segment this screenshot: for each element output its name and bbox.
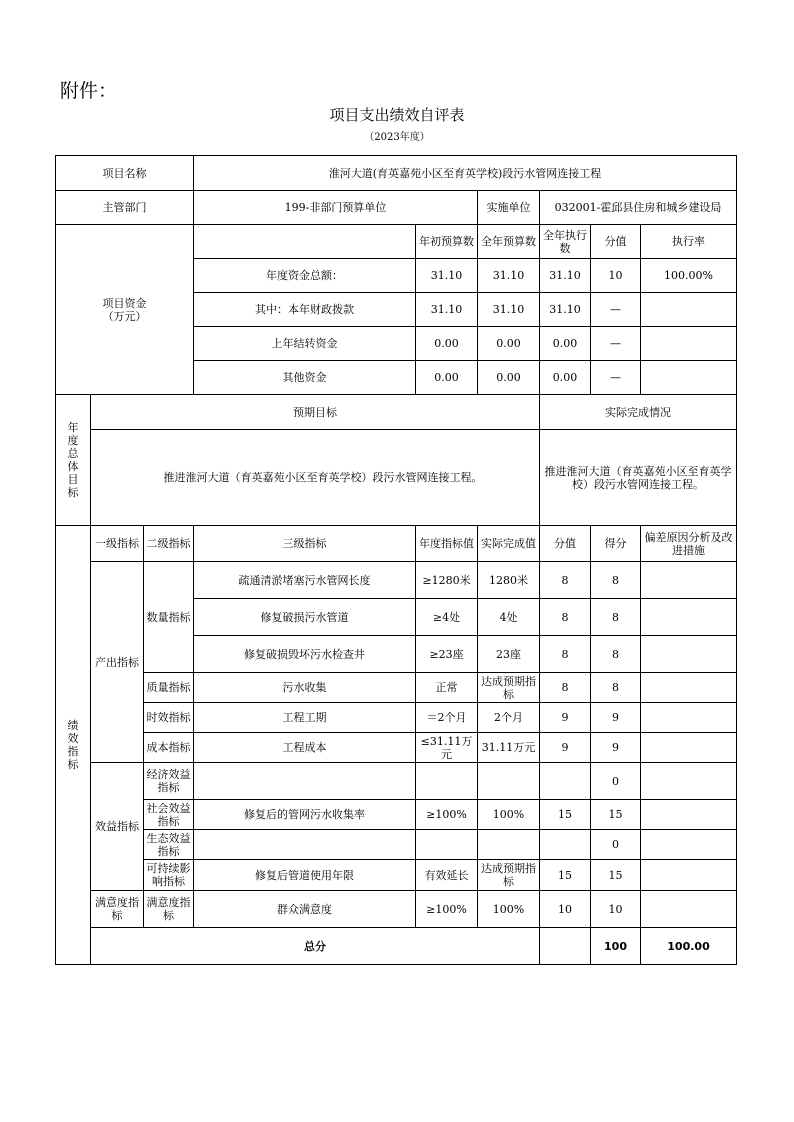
goals-section-label: 年 度 总 体 目 标 [56,395,91,526]
ind-target [416,763,478,800]
funds-header: 分值 [591,225,641,259]
ind-score: 8 [591,673,641,703]
indicator-row [56,830,737,860]
ind-target: ≥100% [416,800,478,830]
dept-label: 主管部门 [56,191,194,225]
level2-quantity: 数量指标 [144,562,194,673]
funds-annual: 31.10 [478,259,540,293]
actual-goal-label: 实际完成情况 [540,395,737,430]
expected-goal-label: 预期目标 [91,395,540,430]
funds-initial: 0.00 [416,361,478,395]
funds-label: 其他资金 [194,361,416,395]
funds-annual: 31.10 [478,293,540,327]
level2-economic: 经济效益指标 [144,763,194,800]
ind-score: 9 [591,733,641,763]
ind-actual: 达成预期指标 [478,673,540,703]
project-name-label: 项目名称 [56,156,194,191]
ind-name: 修复破损污水管道 [194,599,416,636]
ind-actual: 2个月 [478,703,540,733]
funds-score-value: — [591,293,641,327]
impl-value: 032001-霍邱县住房和城乡建设局 [540,191,737,225]
ind-target: 正常 [416,673,478,703]
funds-rate: 100.00% [641,259,737,293]
ind-reason [641,860,737,891]
level2-quality: 质量指标 [144,673,194,703]
ind-target: ≥23座 [416,636,478,673]
ind-score: 0 [591,763,641,800]
ind-actual [478,830,540,860]
funds-label: 上年结转资金 [194,327,416,361]
ind-value: 8 [540,636,591,673]
indicator-row [56,673,737,703]
page-subtitle: （2023年度） [364,132,430,143]
ind-reason [641,673,737,703]
ind-header: 二级指标 [144,526,194,562]
level1-satisfaction: 满意度指标 [91,891,144,928]
ind-name: 污水收集 [194,673,416,703]
ind-value [540,830,591,860]
ind-name: 群众满意度 [194,891,416,928]
ind-reason [641,636,737,673]
ind-value: 9 [540,733,591,763]
funds-initial: 31.10 [416,259,478,293]
ind-target [416,830,478,860]
ind-value: 8 [540,599,591,636]
total-value: 100 [591,928,641,965]
indicator-row [56,733,737,763]
ind-name: 工程成本 [194,733,416,763]
ind-target: ≥4处 [416,599,478,636]
ind-reason [641,830,737,860]
ind-header: 一级指标 [91,526,144,562]
funds-executed: 0.00 [540,327,591,361]
ind-reason [641,703,737,733]
ind-name: 工程工期 [194,703,416,733]
ind-name: 疏通清淤堵塞污水管网长度 [194,562,416,599]
ind-reason [641,733,737,763]
ind-target: 有效延长 [416,860,478,891]
page-title: 项目支出绩效自评表 [329,106,465,124]
ind-actual: 31.11万元 [478,733,540,763]
ind-value: 10 [540,891,591,928]
funds-header: 全年执行数 [540,225,591,259]
ind-name: 修复后的管网污水收集率 [194,800,416,830]
ind-value: 8 [540,562,591,599]
funds-header: 全年预算数 [478,225,540,259]
ind-actual: 100% [478,891,540,928]
level2-sustainable: 可持续影响指标 [144,860,194,891]
ind-header: 分值 [540,526,591,562]
indicator-row [56,562,737,599]
ind-actual: 4处 [478,599,540,636]
ind-header: 实际完成值 [478,526,540,562]
ind-target: ＝2个月 [416,703,478,733]
indicator-row [56,800,737,830]
ind-actual [478,763,540,800]
ind-score: 8 [591,562,641,599]
project-name: 淮河大道(育英嘉苑小区至育英学校)段污水管网连接工程 [194,156,737,191]
ind-value: 15 [540,800,591,830]
ind-name [194,830,416,860]
level2-timeliness: 时效指标 [144,703,194,733]
ind-reason [641,800,737,830]
funds-rate [641,327,737,361]
funds-label: 年度资金总额： [194,259,416,293]
ind-reason [641,891,737,928]
attachment-label: 附件： [60,80,118,102]
ind-target: ≥1280米 [416,562,478,599]
funds-score-value: — [591,361,641,395]
ind-score: 9 [591,703,641,733]
total-score: 100.00 [641,928,737,965]
funds-initial: 0.00 [416,327,478,361]
ind-reason [641,599,737,636]
ind-value: 15 [540,860,591,891]
ind-actual: 23座 [478,636,540,673]
total-row [56,928,737,965]
funds-header: 执行率 [641,225,737,259]
ind-header: 得分 [591,526,641,562]
total-label: 总分 [91,928,540,965]
ind-value: 8 [540,673,591,703]
indicators-section-label: 绩 效 指 标 [56,526,91,965]
ind-actual: 达成预期指标 [478,860,540,891]
ind-header: 年度指标值 [416,526,478,562]
ind-actual: 100% [478,800,540,830]
ind-header: 偏差原因分析及改进措施 [641,526,737,562]
ind-score: 8 [591,599,641,636]
ind-header: 三级指标 [194,526,416,562]
level2-satisfaction: 满意度指标 [144,891,194,928]
indicator-row [56,860,737,891]
funds-executed: 0.00 [540,361,591,395]
ind-name [194,763,416,800]
ind-name: 修复后管道使用年限 [194,860,416,891]
funds-executed: 31.10 [540,259,591,293]
funds-header: 年初预算数 [416,225,478,259]
ind-reason [641,763,737,800]
funds-rate [641,361,737,395]
level2-cost: 成本指标 [144,733,194,763]
level1-output: 产出指标 [91,562,144,763]
performance-table [55,155,737,965]
funds-label: 其中：本年财政拨款 [194,293,416,327]
indicator-row [56,891,737,928]
funds-executed: 31.10 [540,293,591,327]
ind-value: 9 [540,703,591,733]
funds-section-label: 项目资金 （万元） [56,225,194,395]
ind-reason [641,562,737,599]
funds-initial: 31.10 [416,293,478,327]
ind-name: 修复破损毁坏污水检查井 [194,636,416,673]
funds-header-blank [194,225,416,259]
level2-ecological: 生态效益指标 [144,830,194,860]
impl-label: 实施单位 [478,191,540,225]
indicator-row [56,703,737,733]
ind-score: 8 [591,636,641,673]
funds-annual: 0.00 [478,327,540,361]
ind-score: 10 [591,891,641,928]
funds-annual: 0.00 [478,361,540,395]
ind-score: 15 [591,800,641,830]
level1-benefit: 效益指标 [91,763,144,891]
funds-score-value: 10 [591,259,641,293]
ind-value [540,763,591,800]
ind-target: ≥100% [416,891,478,928]
ind-score: 15 [591,860,641,891]
ind-actual: 1280米 [478,562,540,599]
ind-target: ≤31.11万元 [416,733,478,763]
indicator-row [56,763,737,800]
expected-goal-text: 推进淮河大道（育英嘉苑小区至育英学校）段污水管网连接工程。 [91,430,540,526]
dept-value: 199-非部门预算单位 [194,191,478,225]
total-blank [540,928,591,965]
actual-goal-text: 推进淮河大道（育英嘉苑小区至育英学校）段污水管网连接工程。 [540,430,737,526]
ind-score: 0 [591,830,641,860]
level2-social: 社会效益指标 [144,800,194,830]
funds-score-value: — [591,327,641,361]
funds-rate [641,293,737,327]
